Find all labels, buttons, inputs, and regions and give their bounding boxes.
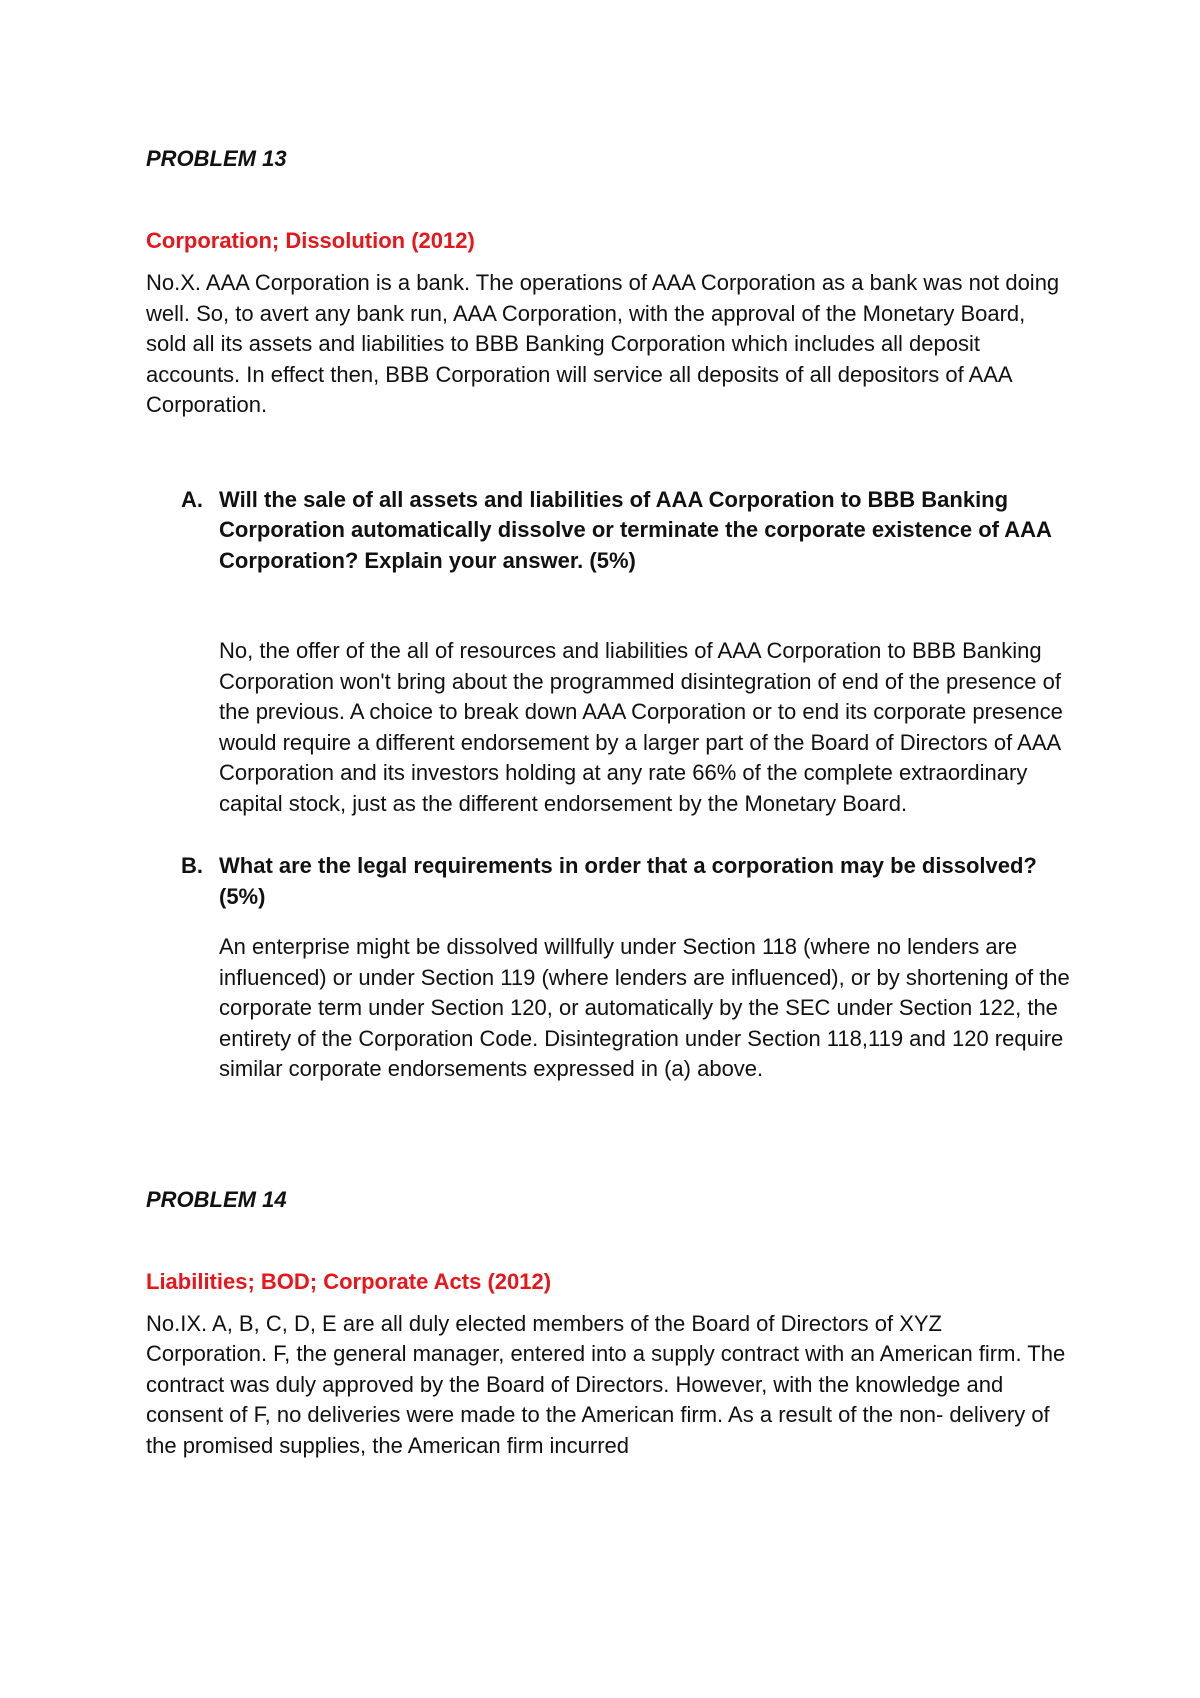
question-a-text: Will the sale of all assets and liabilities of AAA Corporation to BBB Banking Corporation automatically dissolve or terminate the corporate existence of AAA Corporation? Explain your answer. (5%) (219, 486, 1052, 573)
question-b-text: What are the legal requirements in order that a corporation may be dissolved? (5%) (219, 853, 1037, 909)
question-b (146, 851, 1080, 912)
answer-b: An enterprise might be dissolved willfully under Section 118 (where no lenders are influenced) or under Section 119 (where lenders are influenced), or by shortening of the corporate term under Section 120, or automatically by the SEC under Section 122, the entirety of the Corporation Code. Disintegration under Section 118,119 and 120 require similar corporate endorsements expressed in (a) above. (219, 934, 1070, 1081)
question-a (146, 485, 1080, 577)
problem-14-topic: Liabilities; BOD; Corporate Acts (2012) (146, 1268, 552, 1294)
question-a-letter: A. (181, 486, 203, 512)
problem-13-topic: Corporation; Dissolution (2012) (146, 228, 475, 253)
answer-a: No, the offer of the all of resources and liabilities of AAA Corporation to BBB Banking Corporation won't bring about the programmed disintegration of end of the presence of the previous. A choice to break down AAA Corporation or to end its corporate presence would require a different endorsement by a larger part of the Board of Directors of AAA Corporation and its investors holding at any rate 66% of the complete extraordinary capital stock, just as the different endorsement by the Monetary Board. (219, 638, 1063, 816)
question-b-letter: B. (181, 853, 203, 878)
problem-14-facts: No.IX. A, B, C, D, E are all duly elected members of the Board of Directors of XYZ Corporation. F, the general manager, entered into a supply contract with an American firm. The contract was duly approved by the Board of Directors. However, with the knowledge and consent of F, no deliveries were made to the American firm. As a result of the non- delivery of the promised supplies, the American firm incurred (146, 1310, 1066, 1458)
problem-14-title: PROBLEM 14 (146, 1186, 287, 1212)
problem-13-title: PROBLEM 13 (146, 146, 287, 171)
problem-13-facts: No.X. AAA Corporation is a bank. The operations of AAA Corporation as a bank was not doing well. So, to avert any bank run, AAA Corporation, with the approval of the Monetary Board, sold all its assets and liabilities to BBB Banking Corporation which includes all deposit accounts. In effect then, BBB Corporation will service all deposits of all depositors of AAA Corporation. (146, 270, 1060, 417)
